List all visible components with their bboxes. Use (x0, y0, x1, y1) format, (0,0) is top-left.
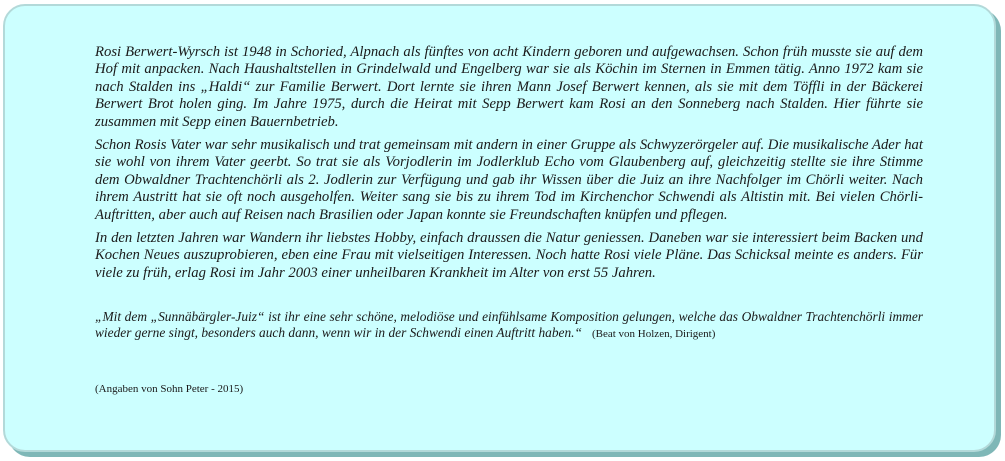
quote-attribution: (Beat von Holzen, Dirigent) (591, 328, 716, 341)
source-note: (Angaben von Sohn Peter - 2015) (95, 382, 244, 395)
biography-paragraph-3: In den letzten Jahren war Wandern ihr liebstes Hobby, einfach draussen die Natur geniessen. Daneben war sie interessiert beim Backen und Kochen Neues auszuprobieren, eben eine Frau mit vielseitigen Interessen. Noch hatte Rosi viele Pläne. Das Schicksal meinte es anders. Für viele zu früh, erlag Rosi im Jahr 2003 einer unheilbaren Krankheit im Alter von erst 55 Jahren. (95, 230, 923, 281)
biography-paragraph-2: Schon Rosis Vater war sehr musikalisch und trat gemeinsam mit andern in einer Gruppe als Schwyzerörgeler auf. Die musikalische Ader hat sie wohl von ihrem Vater geerbt. So trat sie als Vorjodlerin im Jodlerklub Echo vom Glaubenberg auf, gleichzeitig stellte sie ihre Stimme dem Obwaldner Trachtenchörli als 2. Jodlerin zur Verfügung und gab ihr Wissen über die Juiz an ihre Nachfolger im Chörli weiter. Nach ihrem Austritt hat sie oft noch ausgeholfen. Weiter sang sie bis zu ihrem Tod im Kirchenchor Schwendi als Altistin mit. Bei vielen Chörli-Auftritten, aber auch auf Reisen nach Brasilien oder Japan konnte sie Freundschaften knüpfen und pflegen. (95, 137, 923, 223)
quote-block (95, 309, 923, 343)
quote-text: „Mit dem „Sunnäbärgler-Juiz“ ist ihr eine sehr schöne, melodiöse und einfühlsame Komposition gelungen, welche das Obwaldner Trachtenchörli immer wieder gerne singt, besonders auch dann, wenn wir in der Schwendi einen Auftritt haben.“ (95, 309, 923, 341)
biography-paragraph-1: Rosi Berwert-Wyrsch ist 1948 in Schoried, Alpnach als fünftes von acht Kindern geboren und aufgewachsen. Schon früh musste sie auf dem Hof mit anpacken. Nach Haushaltstellen in Grindelwald und Engelberg war sie als Köchin im Sternen in Emmen tätig. Anno 1972 kam sie nach Stalden ins „Haldi“ zur Familie Berwert. Dort lernte sie ihren Mann Josef Berwert kennen, als sie mit dem Töffli in der Bäckerei Berwert Brot holen ging. Im Jahre 1975, durch die Heirat mit Sepp Berwert kam Rosi an den Sonneberg nach Stalden. Hier führte sie zusammen mit Sepp einen Bauernbetrieb. (95, 44, 923, 130)
text-card (3, 4, 996, 452)
document-body (95, 44, 923, 396)
